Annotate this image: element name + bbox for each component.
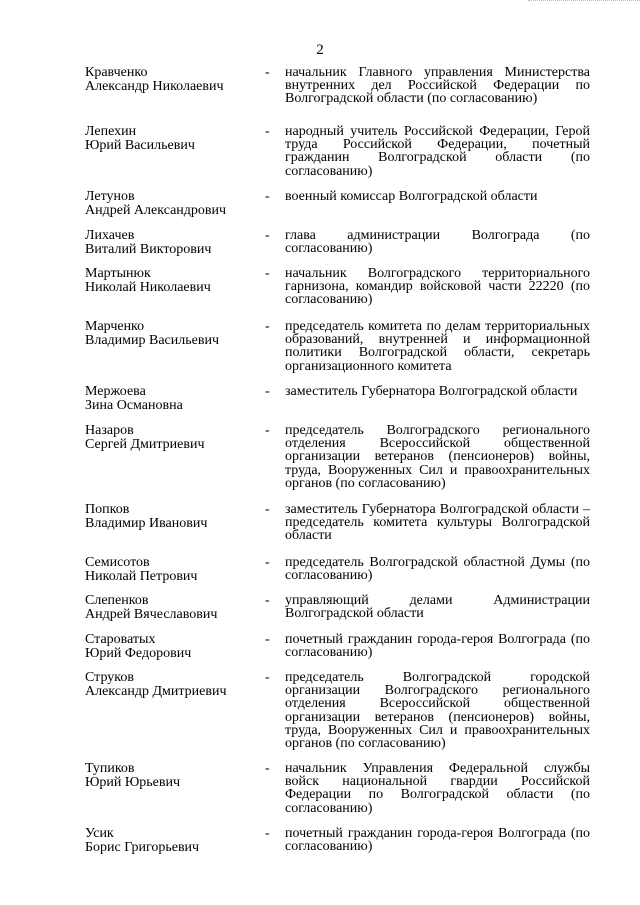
member-name [85,503,255,531]
member-given-names: Николай Николаевич [85,280,211,295]
member-name [85,671,255,699]
dash: - [265,228,270,243]
dash: - [265,189,270,204]
dash: - [265,266,270,281]
member-name [85,424,255,452]
dash: - [265,555,270,570]
member-surname: Староватых [85,632,156,647]
member-given-names: Виталий Викторович [85,242,212,257]
dash: - [265,65,270,80]
member-surname: Марченко [85,319,145,334]
member-position: глава администрации Волгограда (по согласованию) [285,228,590,257]
member-given-names: Борис Григорьевич [85,840,200,855]
member-name [85,762,255,790]
member-name [85,633,255,661]
member-position: председатель Волгоградской городской организации Волгоградского регионального отделения Всероссийской общественной организации ветеранов (пенсионеров) войны, труда, Вооруженных Сил и правоохранительных органов (по согласованию) [285,670,590,752]
member-name [85,229,255,257]
member-given-names: Сергей Дмитриевич [85,437,205,452]
member-name [85,190,255,218]
member-name [85,594,255,622]
member-name [85,125,255,153]
dash: - [265,632,270,647]
member-given-names: Андрей Вячеславович [85,607,218,622]
member-position: начальник Управления Федеральной службы войск национальной гвардии Российской Федерации по Волгоградской области (по согласованию) [285,761,590,816]
member-position: управляющий делами Администрации Волгоградской области [285,593,590,622]
member-position: почетный гражданин города-героя Волгограда (по согласованию) [285,826,590,855]
member-given-names: Юрий Юрьевич [85,775,181,790]
member-surname: Попков [85,502,130,517]
dash: - [265,670,270,685]
member-surname: Летунов [85,189,135,204]
member-surname: Семисотов [85,555,150,570]
member-surname: Мержоева [85,384,146,399]
member-name [85,267,255,295]
dash: - [265,319,270,334]
member-given-names: Андрей Александрович [85,203,227,218]
member-given-names: Владимир Иванович [85,516,208,531]
member-position: заместитель Губернатора Волгоградской области [285,384,578,399]
dash: - [265,761,270,776]
member-surname: Кравченко [85,65,148,80]
member-surname: Лепехин [85,124,137,139]
dash: - [265,423,270,438]
member-given-names: Владимир Васильевич [85,333,219,348]
member-given-names: Александр Николаевич [85,79,224,94]
dash: - [265,124,270,139]
member-given-names: Николай Петрович [85,569,198,584]
member-surname: Лихачев [85,228,135,243]
member-position: начальник Волгоградского территориального гарнизона, командир войсковой части 22220 (по согласованию) [285,266,590,308]
member-position: народный учитель Российской Федерации, Герой труда Российской Федерации, почетный гражданин Волгоградской области (по согласованию) [285,124,590,179]
member-name [85,827,255,855]
page-top-mark [528,0,640,3]
member-position: председатель Волгоградского регионального отделения Всероссийской общественной организации ветеранов (пенсионеров) войны, труда, Вооруженных Сил и правоохранительных органов (по согласованию) [285,423,590,491]
member-surname: Слепенков [85,593,149,608]
member-given-names: Юрий Васильевич [85,138,195,153]
member-given-names: Александр Дмитриевич [85,684,227,699]
member-position: начальник Главного управления Министерства внутренних дел Российской Федерации по Волгоградской области (по согласованию) [285,65,590,107]
member-given-names: Юрий Федорович [85,646,192,661]
member-name [85,320,255,348]
member-surname: Тупиков [85,761,135,776]
member-position: председатель комитета по делам территориальных образований, внутренней и информационной политики Волгоградской области, секретарь организационного комитета [285,319,590,374]
dash: - [265,502,270,517]
member-given-names: Зина Османовна [85,398,183,413]
member-name [85,556,255,584]
page-number: 2 [316,42,324,58]
member-name [85,66,255,94]
member-position: заместитель Губернатора Волгоградской области – председатель комитета культуры Волгоградской области [285,502,590,544]
dash: - [265,826,270,841]
member-surname: Струков [85,670,134,685]
member-position: военный комиссар Волгоградской области [285,189,538,204]
member-position: председатель Волгоградской областной Думы (по согласованию) [285,555,590,584]
member-surname: Мартынюк [85,266,151,281]
dash: - [265,593,270,608]
member-name [85,385,255,413]
member-surname: Усик [85,826,114,841]
member-position: почетный гражданин города-героя Волгограда (по согласованию) [285,632,590,661]
dash: - [265,384,270,399]
member-surname: Назаров [85,423,134,438]
